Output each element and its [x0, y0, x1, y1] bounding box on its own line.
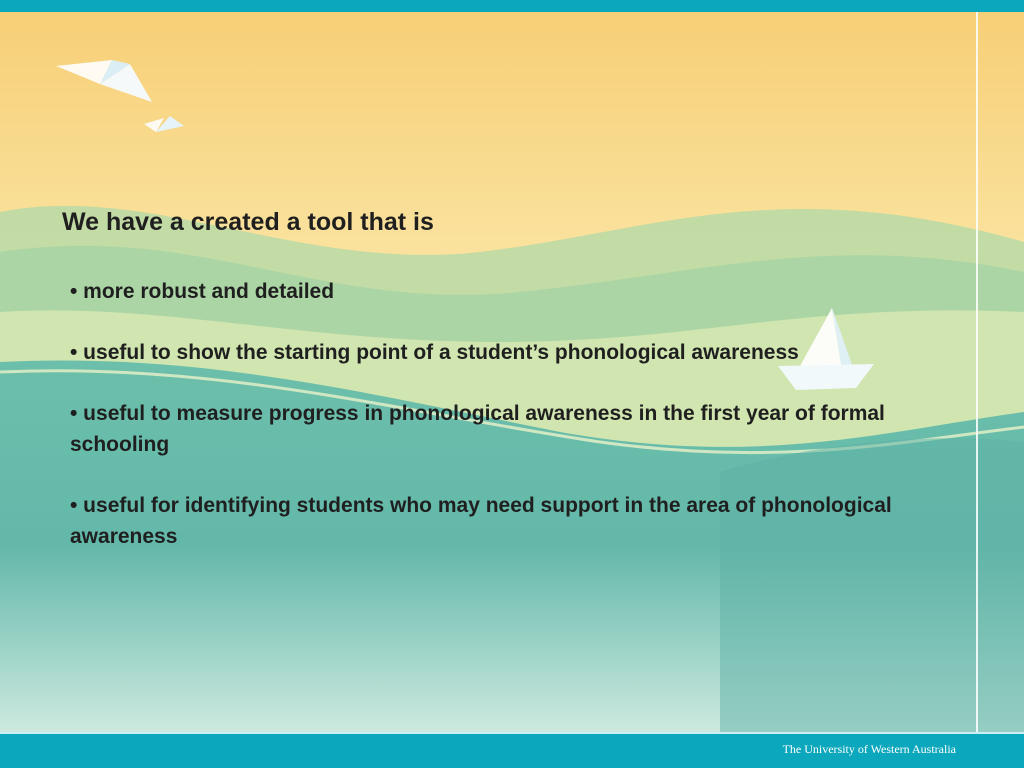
top-accent-bar [0, 0, 1024, 12]
slide-content [60, 206, 960, 582]
footer-bar [0, 732, 1024, 768]
bullet-item: • more robust and detailed [70, 280, 335, 303]
bullet-item: • useful to show the starting point of a student’s phonological awareness [70, 341, 799, 364]
bullet-item: • useful for identifying students who may need support in the area of phonological awareness [70, 494, 892, 548]
slide-heading: We have a created a tool that is [62, 208, 434, 236]
bullet-list [60, 276, 960, 552]
bullet-item: • useful to measure progress in phonological awareness in the first year of formal schooling [70, 402, 885, 456]
institution-name: The University of Western Australia [782, 742, 956, 756]
paper-bird-icon [52, 56, 192, 146]
decorative-vertical-line [976, 12, 978, 732]
